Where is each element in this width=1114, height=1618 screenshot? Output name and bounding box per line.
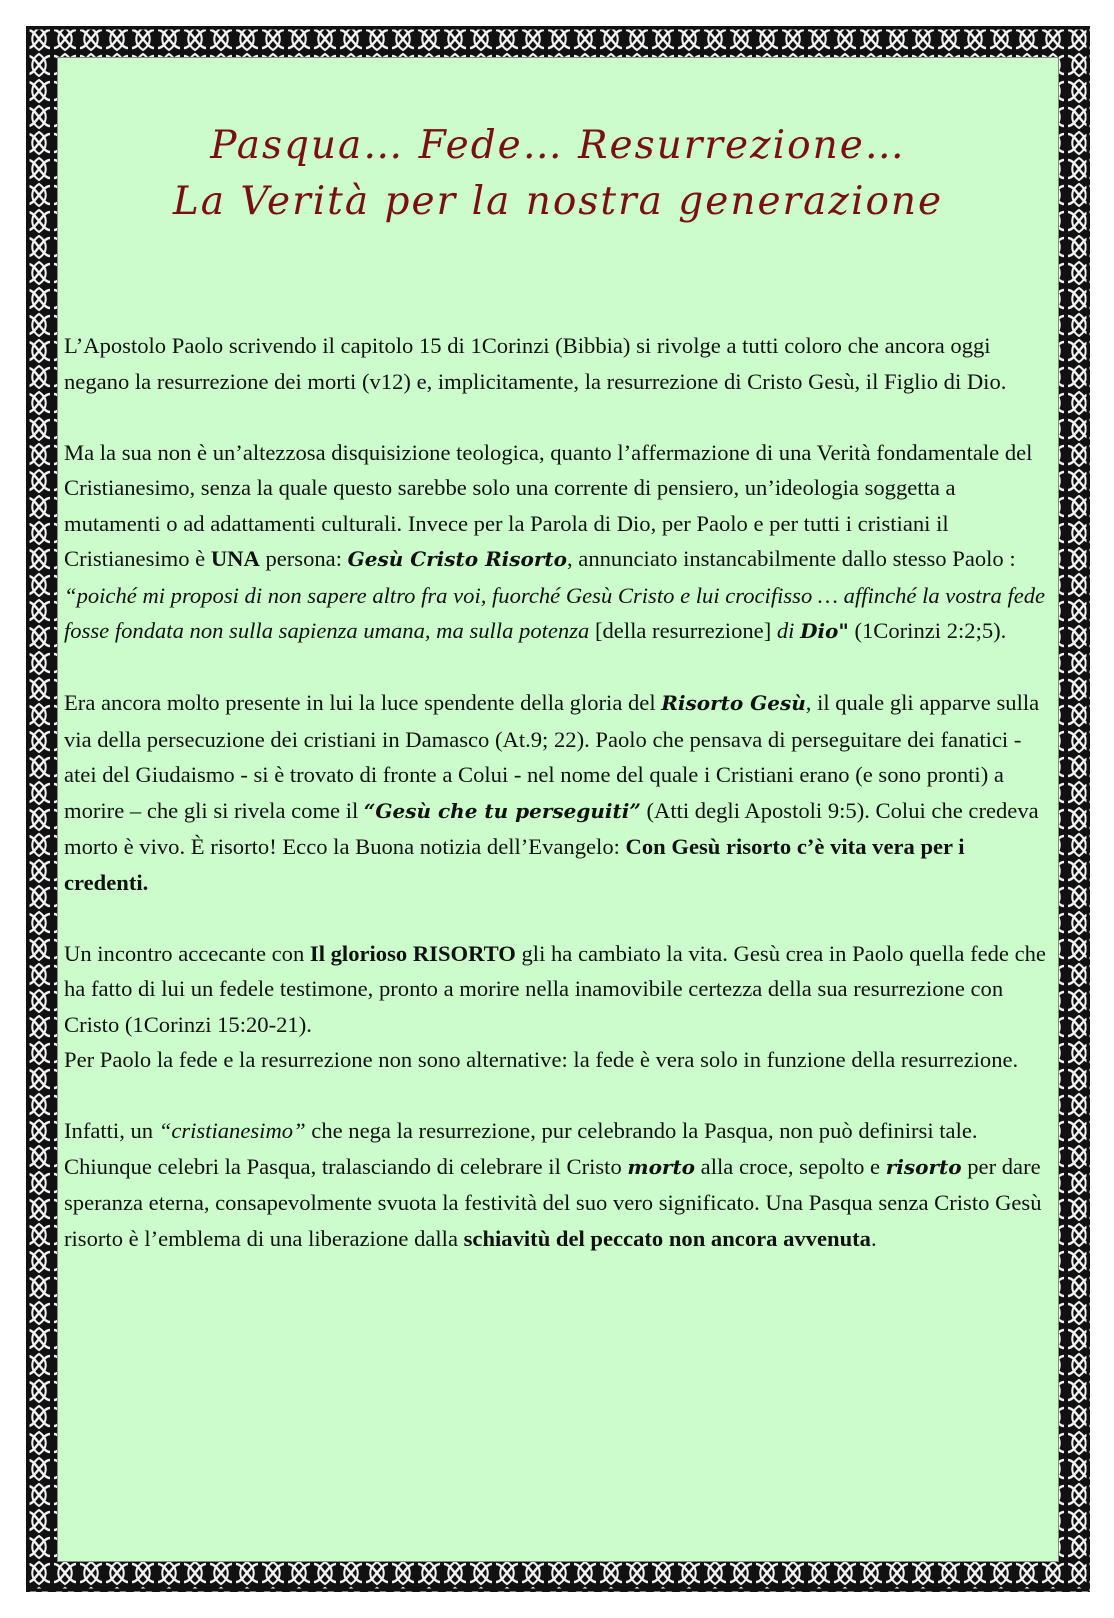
paragraph-4: [64, 936, 1052, 1078]
p3-bold-italic-quote: “Gesù che tu perseguiti”: [363, 798, 641, 823]
p3-text-1: Era ancora molto presente in lui la luce spendente della gloria del: [64, 690, 662, 715]
p5-text-2: che nega la resurrezione, pur celebrando la Pasqua, non può definirsi tale. Chiunque celebri la Pasqua, tralasciando di celebrare il Cristo: [64, 1118, 978, 1179]
title-line-1: Pasqua… Fede… Resurrezione…: [210, 123, 906, 168]
p3-text-2: , il quale gli apparve sulla via della persecuzione dei cristiani in Damasco (At.9; 22). Paolo che pensava di perseguitare dei fanatici - atei del Giudaismo - si è trovato di fronte a Colui - nel nome del quale i Cristiani erano (e sono pronti) a morire – che gli si rivela come il: [64, 690, 1040, 823]
title-line-2: La Verità per la nostra generazione: [172, 179, 944, 224]
p2-text-1: Ma la sua non è un’altezzosa disquisizione teologica, quanto l’affermazione di una Verità fondamentale del Cristianesimo, senza la quale questo sarebbe solo una corrente di pensiero, un’ideologia soggetta a mutamenti o ad adattamenti culturali. Invece per la Parola di Dio, per Paolo e per tutti i cristiani il Cristianesimo è: [64, 439, 1033, 571]
paragraph-1: L’Apostolo Paolo scrivendo il capitolo 15 di 1Corinzi (Bibbia) si rivolge a tutti coloro che ancora oggi negano la resurrezione dei morti (v12) e, implicitamente, la resurrezione di Cristo Gesù, il Figlio di Dio.: [64, 333, 1007, 394]
page-title: [58, 118, 1058, 230]
paragraph-5: [64, 1113, 1052, 1256]
p4-bold-risorto: Il glorioso RISORTO: [309, 940, 516, 966]
paragraph-3: [64, 685, 1052, 900]
p2-bold-italic-dio: Dio": [800, 619, 849, 643]
p5-bold-italic-risorto: risorto: [885, 1154, 962, 1179]
p3-bold-conclusion: Con Gesù risorto c’è vita vera per i credenti.: [64, 834, 965, 895]
p2-quote: “poiché mi proposi di non sapere altro fra voi, fuorché Gesù Cristo e lui crocifisso … affinché la vostra fede fosse fondata non sulla sapienza umana, ma sulla potenza: [64, 582, 1046, 643]
p2-italic-di: di: [776, 618, 801, 643]
p2-text-3: , annunciato instancabilmente dallo stesso Paolo :: [567, 546, 1016, 571]
p3-text-3: (Atti degli Apostoli 9:5). Colui che credeva morto è vivo. È risorto! Ecco la Buona notizia dell’Evangelo:: [64, 797, 1039, 859]
p5-text-5: .: [870, 1225, 877, 1251]
p2-bold-una: UNA: [210, 546, 260, 571]
p5-text-4: per dare speranza eterna, consapevolmente svuota la festività del suo vero significato. Una Pasqua senza Cristo Gesù risorto è l’emblema di una liberazione dalla: [64, 1153, 1042, 1251]
p4-text-1: Un incontro accecante con: [64, 940, 310, 966]
p3-bold-italic-risorto: Risorto Gesù: [661, 691, 806, 715]
p4-text-2: gli ha cambiato la vita. Gesù crea in Paolo quella fede che ha fatto di lui un fedele testimone, pronto a morire nella inamovibile certezza della sua resurrezione con Cristo (1Corinzi 15:20-21).: [64, 940, 1046, 1037]
p4-text-3: Per Paolo la fede e la resurrezione non sono alternative: la fede è vera solo in funzione della resurrezione.: [64, 1047, 1019, 1072]
content-page: [57, 57, 1059, 1562]
p5-text-3: alla croce, sepolto e: [695, 1153, 886, 1179]
p5-bold-italic-morto: morto: [627, 1154, 696, 1179]
p2-text-4: [della resurrezione]: [589, 618, 777, 643]
article-body: [64, 328, 1052, 1256]
p5-bold-schiavitu: schiavitù del peccato non ancora avvenuta: [463, 1225, 871, 1251]
p5-italic-cristianesimo: “cristianesimo”: [158, 1118, 306, 1143]
p2-bold-italic-gesu: Gesù Cristo Risorto: [347, 547, 567, 571]
p2-text-5: (1Corinzi 2:2;5).: [848, 618, 1007, 643]
p5-text-1: Infatti, un: [64, 1118, 159, 1143]
p2-text-2: persona:: [259, 546, 348, 571]
paragraph-2: [64, 435, 1052, 650]
